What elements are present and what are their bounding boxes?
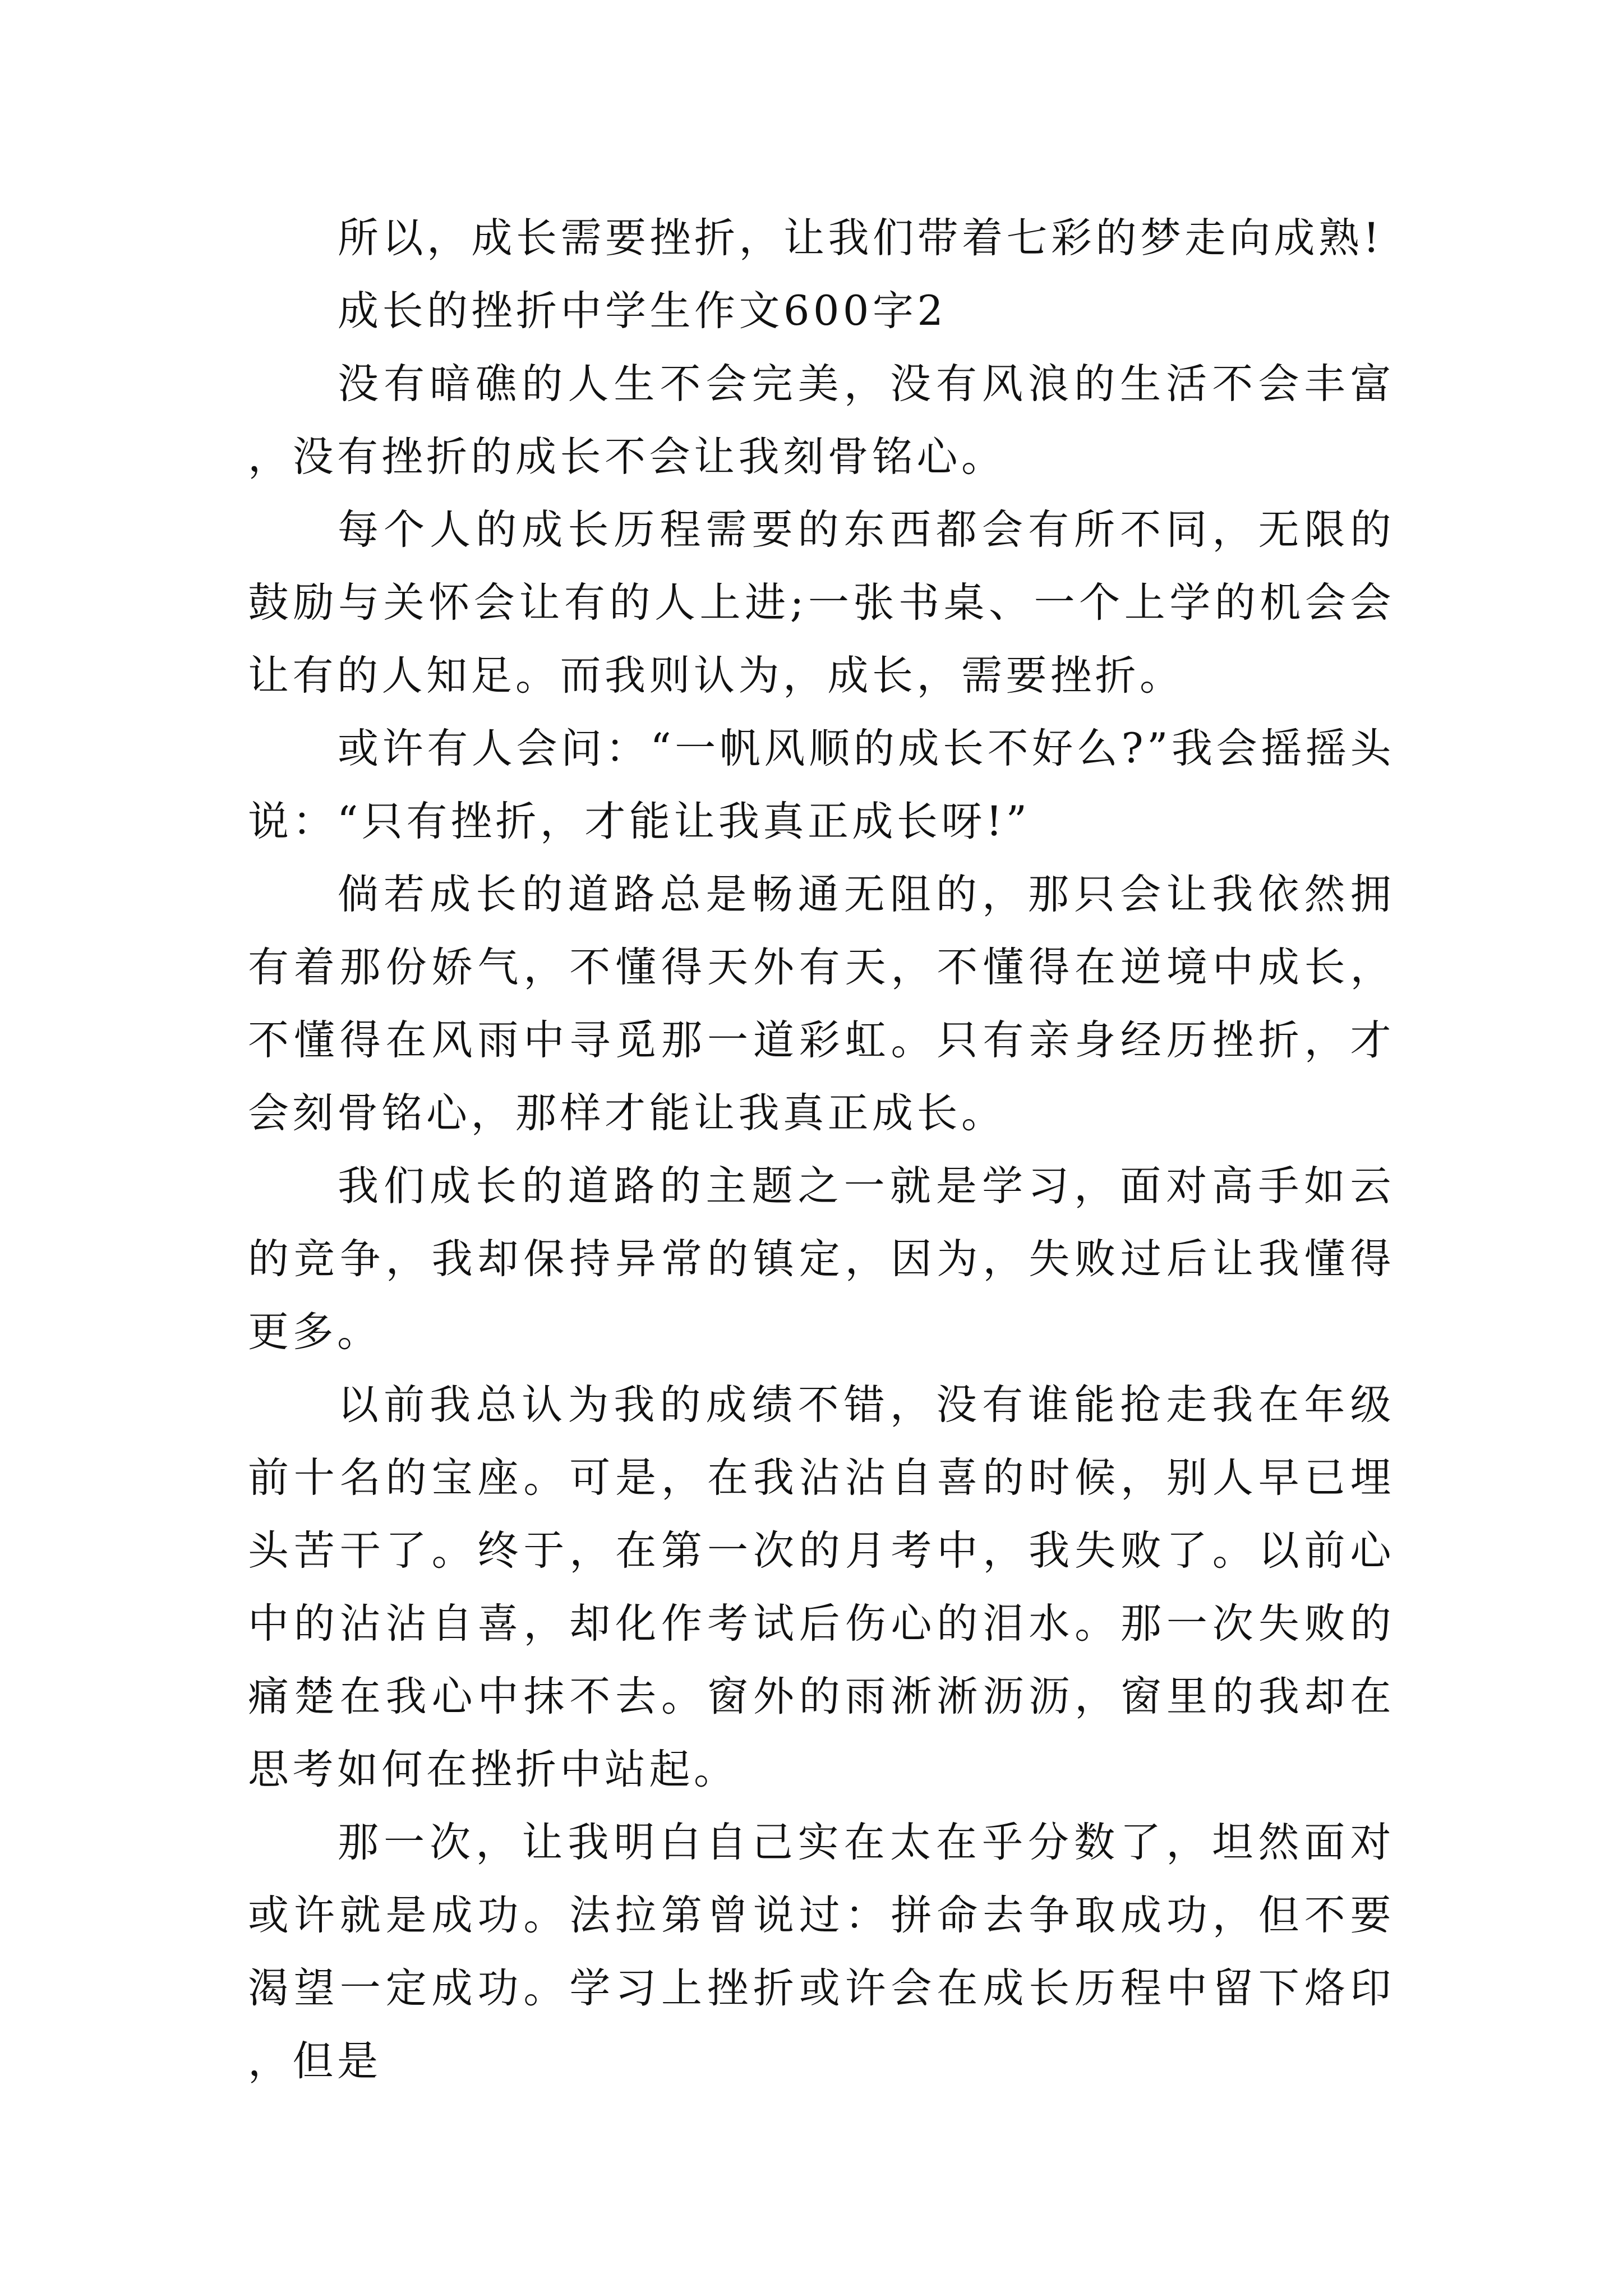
paragraph: 那一次，让我明白自己实在太在乎分数了，坦然面对或许就是成功。法拉第曾说过：拼命去争取成功，但不要渴望一定成功。学习上挫折或许会在成长历程中留下烙印，但是: [248, 1819, 1395, 2085]
paragraph: 倘若成长的道路总是畅通无阻的，那只会让我依然拥有着那份娇气，不懂得天外有天，不懂得在逆境中成长，不懂得在风雨中寻觅那一道彩虹。只有亲身经历挫折，才会刻骨铭心，那样才能让我真正成长。: [248, 871, 1395, 1137]
paragraph: 没有暗礁的人生不会完美，没有风浪的生活不会丰富，没有挫折的成长不会让我刻骨铭心。: [248, 360, 1395, 481]
article-body: [248, 202, 1395, 2098]
section-heading: 成长的挫折中学生作文600字2: [338, 287, 947, 335]
paragraph: 所以，成长需要挫折，让我们带着七彩的梦走向成熟!: [338, 214, 1384, 262]
paragraph: 或许有人会问：“一帆风顺的成长不好么?”我会摇摇头说：“只有挫折，才能让我真正成长呀!”: [248, 725, 1395, 845]
paragraph: 我们成长的道路的主题之一就是学习，面对高手如云的竞争，我却保持异常的镇定，因为，失败过后让我懂得更多。: [248, 1162, 1395, 1356]
paragraph: 以前我总认为我的成绩不错，没有谁能抢走我在年级前十名的宝座。可是，在我沾沾自喜的时候，别人早已埋头苦干了。终于，在第一次的月考中，我失败了。以前心中的沾沾自喜，却化作考试后伤心的泪水。那一次失败的痛楚在我心中抹不去。窗外的雨淅淅沥沥，窗里的我却在思考如何在挫折中站起。: [248, 1381, 1395, 1793]
paragraph: 每个人的成长历程需要的东西都会有所不同，无限的鼓励与关怀会让有的人上进;一张书桌、一个上学的机会会让有的人知足。而我则认为，成长，需要挫折。: [248, 506, 1395, 700]
